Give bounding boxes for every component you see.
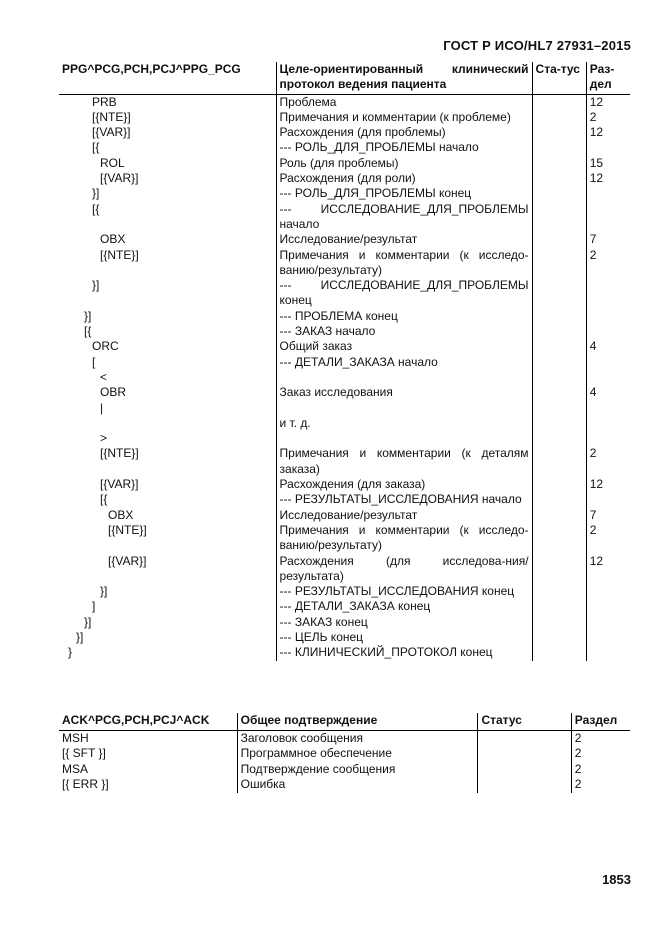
table-row	[59, 645, 630, 660]
status-cell	[532, 630, 586, 645]
segment-cell: OBX	[100, 232, 126, 247]
table-row	[59, 248, 630, 279]
segment-cell: [{NTE}]	[92, 109, 131, 124]
section-cell: 2	[586, 248, 630, 279]
description-cell	[276, 431, 532, 446]
status-cell	[532, 416, 586, 431]
segment-cell: [{	[84, 324, 92, 339]
segment-cell: OBX	[108, 507, 134, 522]
table-row	[59, 599, 630, 614]
segment-cell: [{NTE}]	[108, 522, 147, 537]
column-header-segment: ACK^PCG,PCH,PCJ^ACK	[59, 713, 237, 730]
description-cell: --- КЛИНИЧЕСКИЙ_ПРОТОКОЛ конец	[276, 645, 532, 660]
segment-cell: }]	[92, 186, 100, 201]
status-cell	[532, 645, 586, 660]
table-row	[59, 324, 630, 339]
status-cell	[532, 278, 586, 309]
column-header-section: Раз-дел	[586, 62, 630, 94]
section-cell	[586, 186, 630, 201]
status-cell	[478, 762, 571, 778]
status-cell	[532, 125, 586, 140]
status-cell	[532, 140, 586, 155]
table-row	[59, 431, 630, 446]
section-cell: 12	[586, 94, 630, 110]
section-cell: 4	[586, 385, 630, 400]
status-cell	[532, 401, 586, 416]
section-cell: 12	[586, 125, 630, 140]
status-cell	[532, 355, 586, 370]
status-cell	[478, 777, 571, 793]
description-cell: Проблема	[276, 94, 532, 110]
section-cell: 12	[586, 477, 630, 492]
section-cell	[586, 431, 630, 446]
status-cell	[532, 508, 586, 523]
description-cell: --- ДЕТАЛИ_ЗАКАЗА начало	[276, 355, 532, 370]
table-header-row	[59, 62, 630, 94]
status-cell	[532, 110, 586, 125]
description-cell: Исследование/результат	[276, 232, 532, 247]
table-row	[59, 584, 630, 599]
section-cell: 2	[571, 730, 630, 746]
table-row	[59, 110, 630, 125]
table-row	[59, 125, 630, 140]
description-cell: Примечания и комментарии (к исследо-ванию/результату)	[276, 523, 532, 554]
segment-cell: [{ ERR }]	[62, 777, 109, 791]
status-cell	[532, 156, 586, 171]
segment-cell	[59, 416, 276, 431]
table-row	[59, 492, 630, 507]
segment-cell: >	[100, 431, 108, 446]
section-cell	[586, 645, 630, 660]
table-row	[59, 156, 630, 171]
section-cell	[586, 309, 630, 324]
table-row	[59, 339, 630, 354]
section-cell	[586, 324, 630, 339]
section-cell	[586, 370, 630, 385]
section-cell: 2	[586, 110, 630, 125]
description-cell: Программное обеспечение	[237, 746, 478, 762]
segment-cell: }]	[84, 614, 92, 629]
section-cell	[586, 492, 630, 507]
section-cell	[586, 202, 630, 233]
segment-cell: OBR	[100, 385, 127, 400]
description-cell: Расхождения (для роли)	[276, 171, 532, 186]
column-header-section: Раздел	[571, 713, 630, 730]
section-cell	[586, 615, 630, 630]
status-cell	[532, 370, 586, 385]
table-row	[59, 232, 630, 247]
description-cell: Заказ исследования	[276, 385, 532, 400]
description-cell: и т. д.	[276, 416, 532, 431]
table-row	[59, 140, 630, 155]
status-cell	[532, 431, 586, 446]
table-row	[59, 355, 630, 370]
description-cell: --- ЗАКАЗ конец	[276, 615, 532, 630]
segment-cell: }	[68, 645, 73, 660]
section-cell: 15	[586, 156, 630, 171]
status-cell	[532, 492, 586, 507]
table-row	[59, 94, 630, 110]
table-row	[59, 202, 630, 233]
description-cell: --- ИССЛЕДОВАНИЕ_ДЛЯ_ПРОБЛЕМЫ конец	[276, 278, 532, 309]
table-row	[59, 171, 630, 186]
description-cell: Примечания и комментарии (к деталям заказа)	[276, 446, 532, 477]
status-cell	[478, 730, 571, 746]
segment-cell: <	[100, 369, 108, 384]
table-row	[59, 309, 630, 324]
description-cell: Расхождения (для заказа)	[276, 477, 532, 492]
segment-cell: }]	[76, 629, 84, 644]
section-cell	[586, 416, 630, 431]
section-cell	[586, 278, 630, 309]
table-row	[59, 278, 630, 309]
table-row	[59, 446, 630, 477]
column-header-description: Общее подтверждение	[237, 713, 478, 730]
description-cell: --- РОЛЬ_ДЛЯ_ПРОБЛЕМЫ начало	[276, 140, 532, 155]
description-cell: Расхождения (для исследова-ния/результата)	[276, 554, 532, 585]
segment-cell: [{VAR}]	[100, 477, 139, 492]
section-cell	[586, 140, 630, 155]
table-row	[59, 523, 630, 554]
status-cell	[532, 339, 586, 354]
table-header-row	[59, 713, 630, 730]
section-cell	[586, 355, 630, 370]
description-cell: Расхождения (для проблемы)	[276, 125, 532, 140]
status-cell	[532, 599, 586, 614]
segment-cell: ]	[92, 599, 96, 614]
description-cell: Роль (для проблемы)	[276, 156, 532, 171]
description-cell: --- ДЕТАЛИ_ЗАКАЗА конец	[276, 599, 532, 614]
description-cell: Примечания и комментарии (к исследо-ванию/результату)	[276, 248, 532, 279]
table-row	[59, 508, 630, 523]
description-cell: --- ЗАКАЗ начало	[276, 324, 532, 339]
section-cell: 7	[586, 232, 630, 247]
segment-cell: }]	[100, 584, 108, 599]
section-cell: 12	[586, 554, 630, 585]
status-cell	[532, 94, 586, 110]
segment-cell: PRB	[92, 94, 117, 109]
description-cell: Примечания и комментарии (к проблеме)	[276, 110, 532, 125]
description-cell: --- РЕЗУЛЬТАТЫ_ИССЛЕДОВАНИЯ конец	[276, 584, 532, 599]
document-header: ГОСТ Р ИСО/HL7 27931–2015	[443, 38, 631, 53]
segment-cell: [{VAR}]	[92, 125, 131, 140]
table-row	[59, 746, 630, 762]
section-cell	[586, 584, 630, 599]
status-cell	[532, 202, 586, 233]
status-cell	[532, 385, 586, 400]
segment-cell: }]	[84, 308, 92, 323]
table-row	[59, 370, 630, 385]
segment-cell: [{NTE}]	[100, 446, 139, 461]
segment-cell: MSH	[62, 730, 89, 745]
segment-cell: [	[92, 354, 96, 369]
description-cell: Исследование/результат	[276, 508, 532, 523]
table-row	[59, 730, 630, 746]
segment-cell: [{VAR}]	[100, 171, 139, 186]
status-cell	[532, 523, 586, 554]
segment-cell: MSA	[62, 761, 89, 776]
section-cell: 2	[586, 446, 630, 477]
status-cell	[532, 615, 586, 630]
status-cell	[532, 171, 586, 186]
segment-cell: [{ SFT }]	[62, 746, 106, 760]
description-cell: --- ПРОБЛЕМА конец	[276, 309, 532, 324]
segment-cell: ROL	[100, 155, 125, 170]
section-cell: 4	[586, 339, 630, 354]
section-cell	[586, 599, 630, 614]
description-cell: --- РОЛЬ_ДЛЯ_ПРОБЛЕМЫ конец	[276, 186, 532, 201]
table-row	[59, 554, 630, 585]
description-cell	[276, 401, 532, 416]
table-row	[59, 416, 630, 431]
status-cell	[532, 309, 586, 324]
description-cell: Заголовок сообщения	[237, 730, 478, 746]
table-row	[59, 477, 630, 492]
segment-cell: [{	[92, 140, 100, 155]
description-cell: Подтверждение сообщения	[237, 762, 478, 778]
table-row	[59, 615, 630, 630]
segment-cell: [{	[92, 201, 100, 216]
description-cell: Общий заказ	[276, 339, 532, 354]
section-cell	[586, 630, 630, 645]
section-cell	[586, 401, 630, 416]
table-row	[59, 186, 630, 201]
message-structure-table-ppg	[59, 62, 630, 661]
section-cell: 2	[586, 523, 630, 554]
section-cell: 2	[571, 777, 630, 793]
status-cell	[478, 746, 571, 762]
column-header-status: Статус	[478, 713, 571, 730]
table-row	[59, 762, 630, 778]
status-cell	[532, 554, 586, 585]
message-structure-table-ack	[59, 713, 630, 793]
status-cell	[532, 477, 586, 492]
description-cell: --- ИССЛЕДОВАНИЕ_ДЛЯ_ПРОБЛЕМЫ начало	[276, 202, 532, 233]
table-row	[59, 385, 630, 400]
column-header-status: Ста-тус	[532, 62, 586, 94]
description-cell: --- РЕЗУЛЬТАТЫ_ИССЛЕДОВАНИЯ начало	[276, 492, 532, 507]
section-cell: 2	[571, 746, 630, 762]
segment-cell: ORC	[92, 339, 119, 354]
description-cell: Ошибка	[237, 777, 478, 793]
status-cell	[532, 446, 586, 477]
status-cell	[532, 248, 586, 279]
table-row	[59, 401, 630, 416]
section-cell: 7	[586, 508, 630, 523]
segment-cell: [{VAR}]	[108, 553, 147, 568]
status-cell	[532, 186, 586, 201]
column-header-description: Целе-ориентированный клинический протокол ведения пациента	[276, 62, 532, 94]
status-cell	[532, 584, 586, 599]
status-cell	[532, 232, 586, 247]
segment-cell: }]	[92, 278, 100, 293]
segment-cell: |	[100, 400, 104, 415]
section-cell: 12	[586, 171, 630, 186]
page-number: 1853	[602, 872, 631, 887]
segment-cell: [{	[100, 492, 108, 507]
description-cell	[276, 370, 532, 385]
status-cell	[532, 324, 586, 339]
column-header-segment: PPG^PCG,PCH,PCJ^PPG_PCG	[59, 62, 276, 94]
description-cell: --- ЦЕЛЬ конец	[276, 630, 532, 645]
segment-cell: [{NTE}]	[100, 247, 139, 262]
table-row	[59, 630, 630, 645]
section-cell: 2	[571, 762, 630, 778]
table-row	[59, 777, 630, 793]
